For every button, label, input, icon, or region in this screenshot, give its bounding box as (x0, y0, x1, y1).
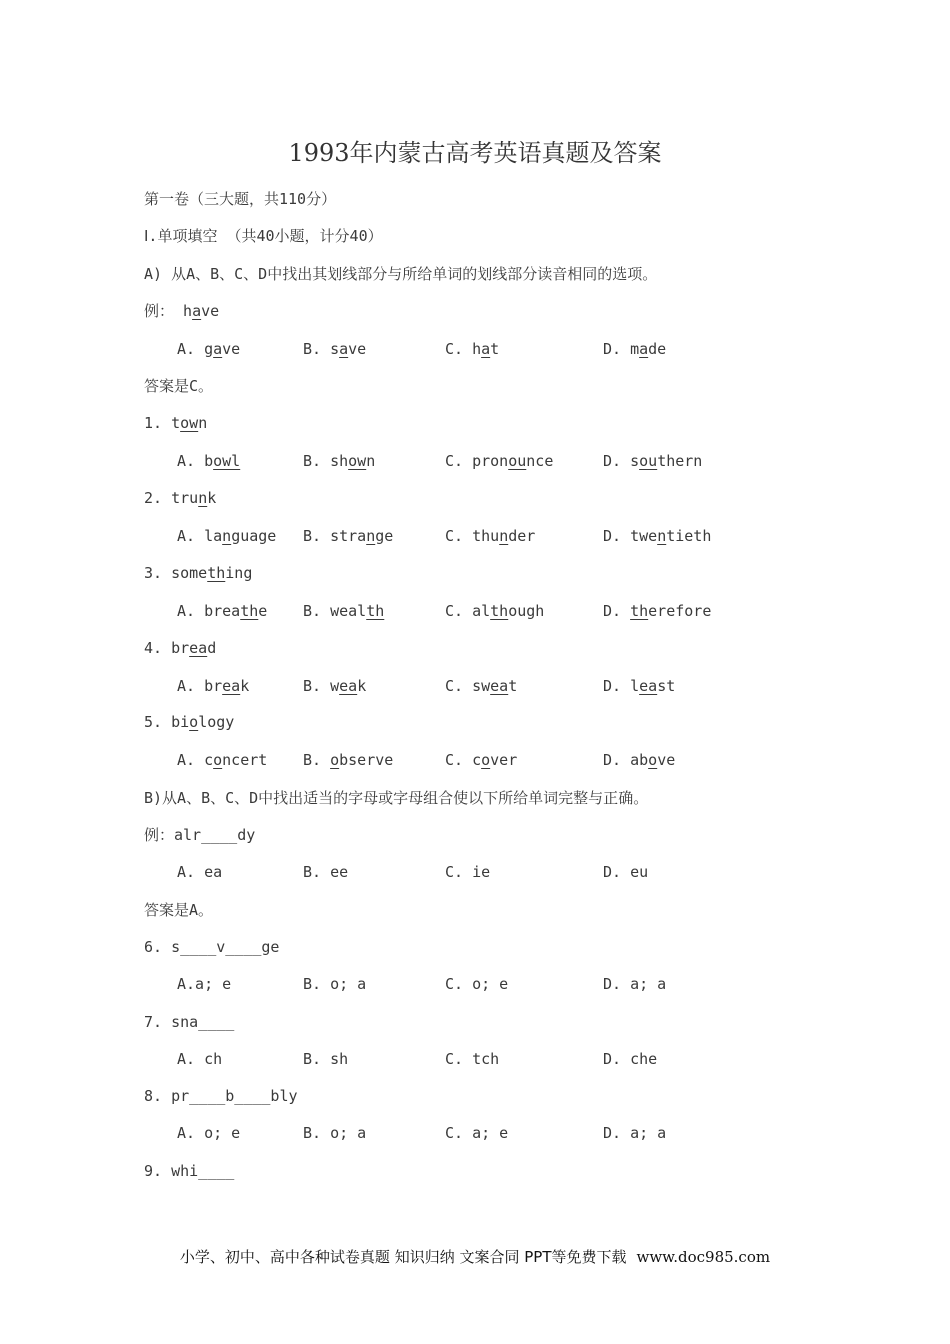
question-8: 8. pr____b____bly (144, 1087, 298, 1105)
question-6: 6. s____v____ge (144, 938, 280, 956)
option-a: A. gave (177, 340, 241, 358)
question-1 (144, 413, 207, 433)
option-b: B. o; a (303, 1124, 367, 1142)
question-3 (144, 563, 252, 583)
option-d: D. made (603, 340, 667, 358)
option-b: B. save (303, 340, 367, 358)
example-word: have (183, 302, 220, 320)
option-a: A. language (177, 527, 277, 545)
part-a-instruction: A) 从A、B、C、D中找出其划线部分与所给单词的划线部分读音相同的选项。 (144, 265, 658, 283)
option-b: B. strange (303, 527, 394, 545)
example-b-answer: 答案是A。 (144, 901, 214, 919)
option-b: B. ee (303, 863, 349, 881)
question-2 (144, 488, 216, 508)
question-word: bread (171, 639, 217, 657)
question-9: 9. whi____ (144, 1162, 235, 1180)
option-b: B. sh (303, 1050, 349, 1068)
option-b: B. o; a (303, 975, 367, 993)
option-a: A. bowl (177, 452, 241, 470)
option-c: C. cover (445, 751, 518, 769)
question-4 (144, 638, 216, 658)
option-b: B. shown (303, 452, 376, 470)
option-c: C. o; e (445, 975, 509, 993)
question-word: town (171, 414, 208, 432)
example-label: 例： (144, 302, 175, 320)
page-title: 1993年内蒙古高考英语真题及答案 (288, 139, 662, 167)
page-footer (0, 1246, 950, 1267)
question-number: 4. (144, 639, 163, 657)
option-b: B. observe (303, 751, 394, 769)
option-c: C. pronounce (445, 452, 554, 470)
option-a: A. ch (177, 1050, 223, 1068)
example-b-line: 例：alr____dy (144, 826, 256, 844)
option-c: C. hat (445, 340, 500, 358)
question-number: 5. (144, 713, 163, 731)
question-number: 3. (144, 564, 163, 582)
option-a: A. ea (177, 863, 223, 881)
option-a: A. concert (177, 751, 268, 769)
option-b: B. wealth (303, 602, 385, 620)
option-d: D. a; a (603, 975, 667, 993)
option-c: C. a; e (445, 1124, 509, 1142)
option-c: C. although (445, 602, 545, 620)
option-c: C. ie (445, 863, 491, 881)
section-header: 第一卷（三大题，共110分） (144, 190, 337, 208)
option-d: D. a; a (603, 1124, 667, 1142)
question-5 (144, 712, 234, 732)
question-number: 2. (144, 489, 163, 507)
option-d: D. therefore (603, 602, 712, 620)
option-a: A. break (177, 677, 250, 695)
option-d: D. above (603, 751, 676, 769)
question-word: something (171, 564, 253, 582)
option-d: D. least (603, 677, 676, 695)
question-word: biology (171, 713, 235, 731)
option-d: D. eu (603, 863, 649, 881)
part-header: Ⅰ.单项填空 （共40小题，计分40） (144, 227, 383, 245)
option-a: A.a; e (177, 975, 232, 993)
option-b: B. weak (303, 677, 367, 695)
option-d: D. southern (603, 452, 703, 470)
example-a-answer: 答案是C。 (144, 377, 214, 395)
question-7: 7. sna____ (144, 1013, 235, 1031)
option-a: A. o; e (177, 1124, 241, 1142)
option-c: C. sweat (445, 677, 518, 695)
example-a-line (144, 301, 219, 321)
question-number: 1. (144, 414, 163, 432)
option-d: D. che (603, 1050, 658, 1068)
option-a: A. breathe (177, 602, 268, 620)
option-d: D. twentieth (603, 527, 712, 545)
option-c: C. thunder (445, 527, 536, 545)
footer-text: 小学、初中、高中各种试卷真题 知识归纳 文案合同 PPT等免费下载 (179, 1248, 627, 1266)
part-b-instruction: B)从A、B、C、D中找出适当的字母或字母组合使以下所给单词完整与正确。 (144, 789, 649, 807)
footer-url: www.doc985.com (636, 1248, 771, 1266)
question-word: trunk (171, 489, 217, 507)
option-c: C. tch (445, 1050, 500, 1068)
